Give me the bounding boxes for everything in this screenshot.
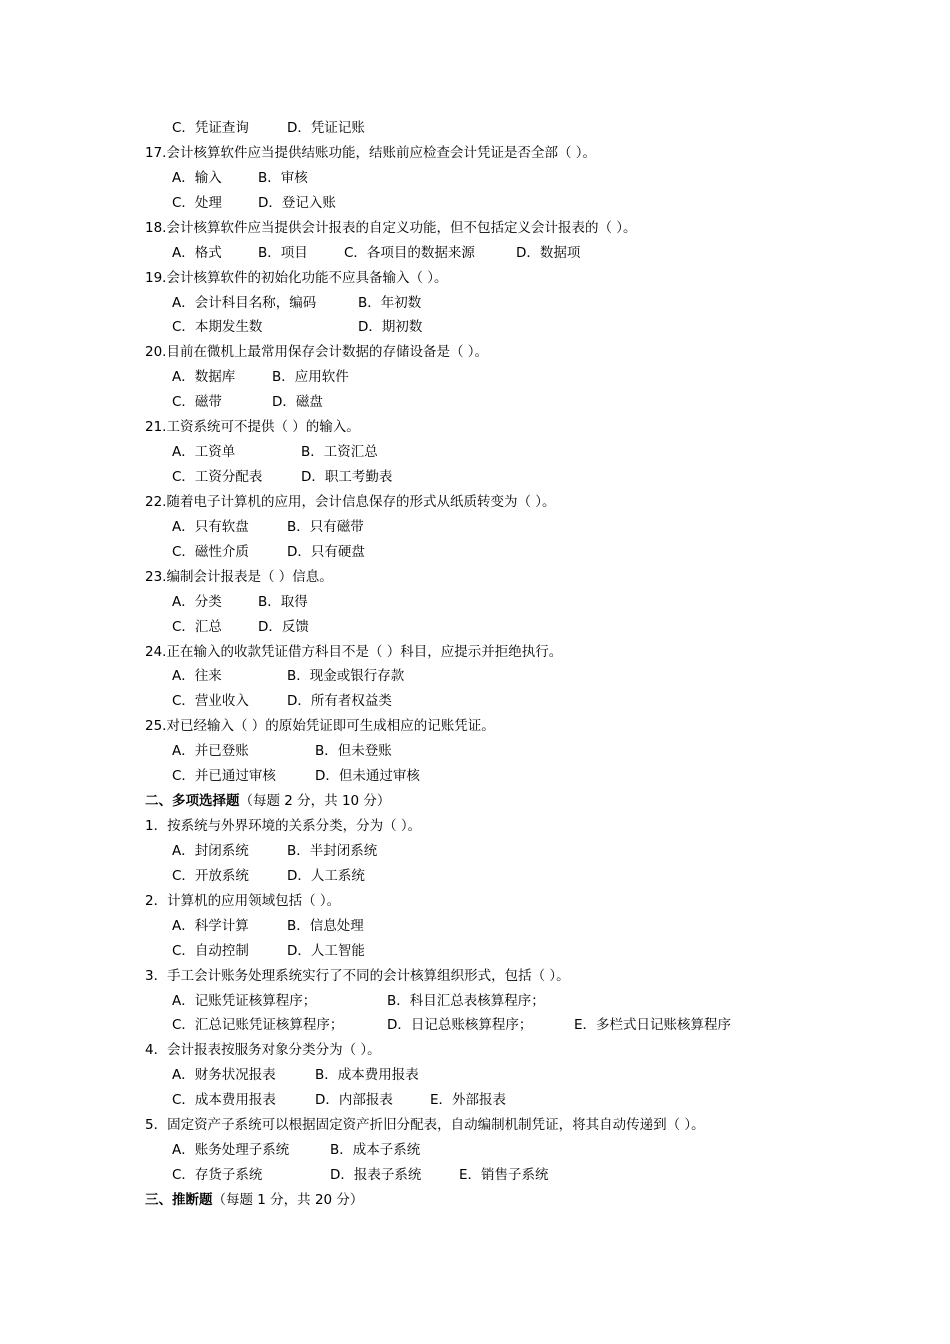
answer-option: C．开放系统 [172, 867, 249, 884]
answer-option: A．工资单 [172, 444, 236, 461]
answer-option: C．成本费用报表 [172, 1092, 276, 1109]
question-text: 4．会计报表按服务对象分类分为（ ）。 [145, 1042, 381, 1059]
answer-option: A．输入 [172, 169, 222, 186]
question-text: 24.正在输入的收款凭证借方科目不是（ ）科目，应提示并拒绝执行。 [145, 643, 563, 660]
answer-option: B．只有磁带 [287, 518, 364, 535]
section-heading [145, 792, 390, 810]
answer-option: B．成本费用报表 [315, 1067, 419, 1084]
answer-option: B．信息处理 [287, 917, 364, 934]
answer-option: B．成本子系统 [330, 1142, 421, 1159]
answer-option: C．磁性介质 [172, 543, 249, 560]
answer-option: C．凭证查询 [172, 120, 249, 136]
question-text: 19.会计核算软件的初始化功能不应具备输入（ ）。 [145, 269, 448, 286]
answer-option: D．内部报表 [315, 1092, 393, 1109]
answer-option: C．处理 [172, 194, 222, 211]
question-text: 25.对已经输入（ ）的原始凭证即可生成相应的记账凭证。 [145, 718, 495, 735]
answer-option: E．多栏式日记账核算程序 [574, 1017, 732, 1034]
answer-option: D．日记总账核算程序； [387, 1017, 533, 1034]
answer-option: D．人工智能 [287, 942, 365, 959]
answer-option: E．销售子系统 [459, 1167, 549, 1184]
answer-option: B．年初数 [358, 294, 422, 311]
question-text: 21.工资系统可不提供（ ）的输入。 [145, 419, 360, 436]
answer-option: A．格式 [172, 244, 222, 261]
answer-option: D．报表子系统 [330, 1167, 422, 1184]
answer-option: A．往来 [172, 668, 222, 685]
answer-option: B．应用软件 [272, 369, 349, 386]
answer-option: A．财务状况报表 [172, 1067, 276, 1084]
question-text: 17.会计核算软件应当提供结账功能，结账前应检查会计凭证是否全部（ ）。 [145, 144, 597, 161]
answer-option: A．科学计算 [172, 917, 249, 934]
answer-option: D．人工系统 [287, 867, 365, 884]
answer-option: D．只有硬盘 [287, 543, 365, 560]
answer-option: E．外部报表 [430, 1092, 507, 1109]
answer-option: C．自动控制 [172, 942, 249, 959]
answer-option: A．记账凭证核算程序； [172, 992, 317, 1009]
answer-option: C．磁带 [172, 394, 222, 411]
answer-option: C．各项目的数据来源 [344, 244, 475, 261]
answer-option: B．审核 [258, 169, 308, 186]
answer-option: D．凭证记账 [287, 120, 365, 136]
question-text: 2．计算机的应用领域包括（ ）。 [145, 892, 341, 909]
section-heading [145, 1191, 363, 1209]
answer-option: B．但未登账 [315, 743, 392, 760]
answer-option: B．科目汇总表核算程序； [387, 992, 545, 1009]
question-text: 5．固定资产子系统可以根据固定资产折旧分配表，自动编制机制凭证，将其自动传递到（ ）。 [145, 1117, 705, 1134]
answer-option: C．营业收入 [172, 693, 249, 710]
answer-option: D．职工考勤表 [301, 469, 393, 486]
answer-option: A．账务处理子系统 [172, 1142, 290, 1159]
question-text: 23.编制会计报表是（ ）信息。 [145, 568, 333, 585]
answer-option: C．本期发生数 [172, 319, 263, 336]
section-heading-note: （每题 2 分，共 10 分） [239, 793, 391, 810]
answer-option: C．存货子系统 [172, 1167, 263, 1184]
answer-option: D．但未通过审核 [315, 768, 420, 785]
question-text: 18.会计核算软件应当提供会计报表的自定义功能，但不包括定义会计报表的（ ）。 [145, 219, 637, 236]
answer-option: D．反馈 [258, 618, 309, 635]
answer-option: B．工资汇总 [301, 444, 378, 461]
section-heading-note: （每题 1 分，共 20 分） [212, 1191, 364, 1208]
answer-option: B．半封闭系统 [287, 842, 378, 859]
answer-option: A．会计科目名称，编码 [172, 294, 317, 311]
answer-option: D．所有者权益类 [287, 693, 392, 710]
answer-option: C．工资分配表 [172, 469, 263, 486]
answer-option: C．汇总 [172, 618, 222, 635]
question-text: 20.目前在微机上最常用保存会计数据的存储设备是（ ）。 [145, 344, 489, 361]
answer-option: A．数据库 [172, 369, 236, 386]
section-heading-title: 三、推断题 [145, 1191, 213, 1208]
answer-option: A．封闭系统 [172, 842, 249, 859]
answer-option: B．现金或银行存款 [287, 668, 405, 685]
answer-option: D．数据项 [516, 244, 581, 261]
question-text: 3．手工会计账务处理系统实行了不同的会计核算组织形式，包括（ ）。 [145, 967, 570, 984]
question-text: 1．按系统与外界环境的关系分类，分为（ ）。 [145, 818, 422, 835]
answer-option: B．取得 [258, 593, 308, 610]
section-heading-title: 二、多项选择题 [145, 793, 240, 810]
answer-option: C．汇总记账凭证核算程序； [172, 1017, 344, 1034]
answer-option: A．并已登账 [172, 743, 249, 760]
question-text: 22.随着电子计算机的应用，会计信息保存的形式从纸质转变为（ ）。 [145, 493, 556, 510]
answer-option: A．分类 [172, 593, 222, 610]
answer-option: C．并已通过审核 [172, 768, 276, 785]
answer-option: D．期初数 [358, 319, 423, 336]
answer-option: A．只有软盘 [172, 518, 249, 535]
answer-option: D．磁盘 [272, 394, 323, 411]
answer-option: D．登记入账 [258, 194, 336, 211]
answer-option: B．项目 [258, 244, 308, 261]
